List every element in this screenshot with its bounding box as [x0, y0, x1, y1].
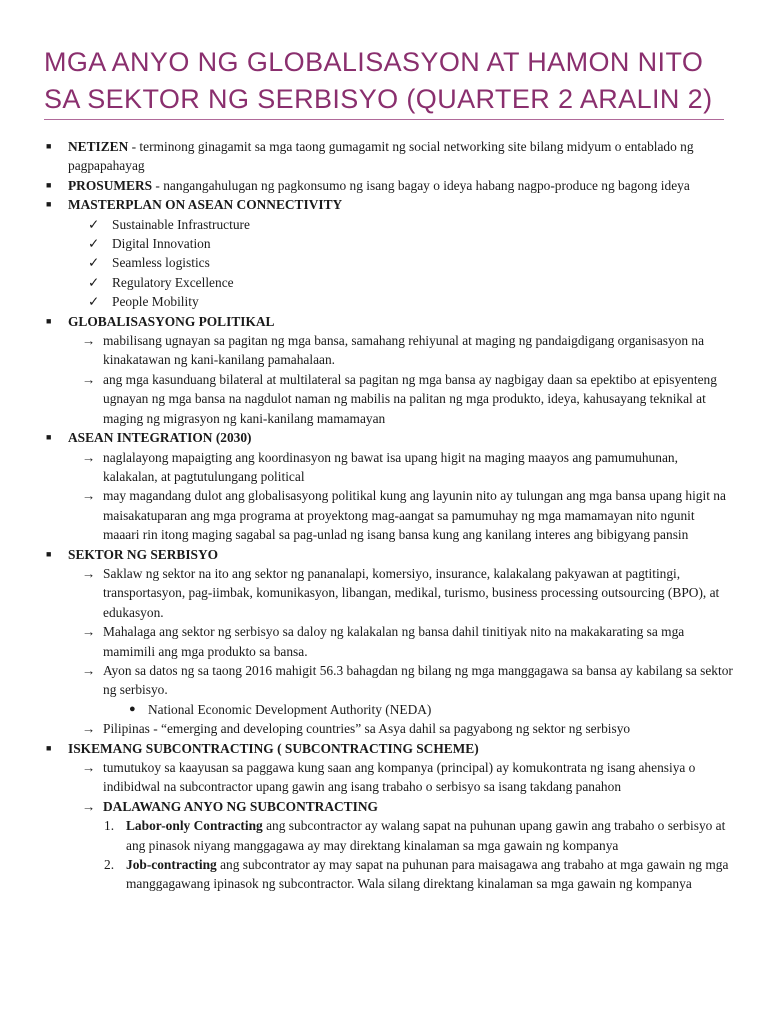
checkmark-icon: ✓ [88, 255, 100, 271]
term-label: NETIZEN [68, 139, 129, 154]
arrow-right-icon: → [82, 371, 96, 387]
list-item [0, 312, 768, 331]
sub-item-text: may magandang dulot ang globalisasyong politikal kung ang layunin nito ay tulungan ang mga bansa upang higit na maisakatuparan ang mga programa at proyektong mag-aangat sa pamumuhay ng mga mamamayan nito ngunit maaari rin itong maging sagabal sa pag-unlad ng isang bansa kung ang kanilang interes ang bibigyang pansin [103, 488, 726, 543]
square-bullet-icon: ■ [46, 199, 52, 210]
arrow-right-icon: → [82, 449, 96, 465]
arrow-right-icon: → [82, 565, 96, 581]
nested-item-text: National Economic Development Authority (NEDA) [148, 701, 432, 717]
checklist-item [0, 234, 768, 253]
term-definition: - nangangahulugan ng pagkonsumo ng isang bagay o ideya habang nagpo-produce ng bagong ideya [152, 177, 690, 193]
checklist-text: Digital Innovation [112, 236, 211, 252]
term-label: PROSUMERS [68, 177, 153, 193]
sub-item [0, 622, 768, 661]
checkmark-icon: ✓ [88, 216, 100, 232]
sub-item-text: naglalayong mapaigting ang koordinasyon ng bawat isa upang higit na maging maayos ang pamumuhunan, kalakalan, at pagtutulungang political [103, 449, 678, 484]
item-number: 2. [104, 857, 115, 873]
numbered-term: Job-contracting [126, 857, 217, 873]
square-bullet-icon: ■ [46, 548, 52, 559]
list-item [0, 176, 768, 195]
sub-item-text: Saklaw ng sektor na ito ang sektor ng pananalapi, komersiyo, insurance, kalakalang pakyawan at pagtitingi, transportasyon, pag-iimbak, komunikasyon, libangan, medikal, turismo, business processing outsourcing (BPO), at edukasyon. [103, 565, 720, 620]
square-bullet-icon: ■ [46, 742, 52, 753]
term-definition: - terminong ginagamit sa mga taong gumagamit ng social networking site bilang midyum o entablado ng pagpapahayag [68, 139, 694, 174]
sub-item-text: Ayon sa datos ng sa taong 2016 mahigit 56.3 bahagdan ng bilang ng mga manggagawa sa bansa ay kabilang sa sektor ng serbisyo. [103, 662, 733, 698]
square-bullet-icon: ■ [46, 315, 52, 326]
list-item [0, 137, 768, 176]
arrow-right-icon: → [82, 333, 96, 349]
checklist-text: People Mobility [112, 294, 199, 310]
sub-item [0, 719, 768, 738]
sub-heading: DALAWANG ANYO NG SUBCONTRACTING [103, 798, 378, 814]
checklist-text: Regulatory Excellence [112, 274, 234, 290]
sub-item [0, 370, 768, 428]
arrow-right-icon: → [82, 624, 96, 640]
section-heading: SEKTOR NG SERBISYO [68, 546, 219, 562]
sub-item [0, 331, 768, 370]
list-item [0, 195, 768, 214]
numbered-text: ang subcontractor ay walang sapat na puhunan upang gawin ang trabaho o serbisyo at ang pinasok niyang manggagawa ay may direktang kinalaman sa mga gawain ng kompanya [126, 818, 726, 853]
numbered-item [0, 855, 768, 894]
numbered-item [0, 816, 768, 855]
checklist-item [0, 215, 768, 234]
notes-content [0, 137, 768, 894]
checklist-text: Sustainable Infrastructure [112, 216, 250, 232]
square-bullet-icon: ■ [46, 432, 52, 443]
section-heading: MASTERPLAN ON ASEAN CONNECTIVITY [68, 197, 343, 213]
checkmark-icon: ✓ [88, 236, 100, 252]
numbered-text: ang subcontrator ay may sapat na puhunan para maisagawa ang trabaho at mga gawain ng mga manggagawang ipinasok ng subcontractor. Wala silang direktang kinalaman sa mga gawain ng kompanya [126, 857, 729, 892]
numbered-term: Labor-only Contracting [126, 818, 263, 834]
checklist-text: Seamless logistics [112, 255, 210, 271]
nested-item [0, 700, 768, 719]
list-item [0, 545, 768, 564]
sub-item [0, 797, 768, 816]
checkmark-icon: ✓ [88, 294, 100, 310]
round-bullet-icon: ● [129, 702, 136, 715]
sub-item-text: mabilisang ugnayan sa pagitan ng mga bansa, samahang rehiyunal at maging ng pandaigdigang organisasyon na kinakatawan ng kani-kanilang pamahalaan. [103, 333, 705, 368]
sub-item-text: tumutukoy sa kaayusan sa paggawa kung saan ang kompanya (principal) ay komukontrata ng isang ahensiya o indibidwal na subcontractor upang gawin ang isang trabaho o serbisyo sa isang takdang panahon [103, 760, 696, 795]
item-number: 1. [104, 818, 115, 834]
arrow-right-icon: → [82, 662, 96, 678]
section-heading: ISKEMANG SUBCONTRACTING ( SUBCONTRACTING SCHEME) [68, 740, 479, 756]
arrow-right-icon: → [82, 721, 96, 737]
page-title: MGA ANYO NG GLOBALISASYON AT HAMON NITO SA SEKTOR NG SERBISYO (QUARTER 2 ARALIN 2) [44, 47, 713, 114]
arrow-right-icon: → [82, 760, 96, 775]
section-heading: ASEAN INTEGRATION (2030) [68, 430, 252, 446]
sub-item-text: Mahalaga ang sektor ng serbisyo sa daloy ng kalakalan ng bansa dahil tinitiyak nito na makakarating sa mga mamimili ang mga produkto sa bansa. [103, 624, 685, 659]
checklist-item [0, 273, 768, 292]
checklist-item [0, 253, 768, 272]
sub-item [0, 661, 768, 700]
sub-item-text: ang mga kasunduang bilateral at multilateral sa pagitan ng mga bansa ay nagbigay daan sa epektibo at episyenteng ugnayan ng mga bansa na nagdulot naman ng mabilis na palitan ng mga produkto, ideya, kahusayang teknikal at maging ng migrasyon ng kani-kanilang mamamayan [103, 371, 717, 426]
sub-item [0, 758, 768, 797]
square-bullet-icon: ■ [46, 179, 52, 190]
list-item [0, 739, 768, 758]
sub-item [0, 564, 768, 622]
section-heading: GLOBALISASYONG POLITIKAL [68, 313, 275, 329]
arrow-right-icon: → [82, 798, 96, 814]
checkmark-icon: ✓ [88, 274, 100, 290]
sub-item [0, 486, 768, 544]
sub-item [0, 448, 768, 487]
arrow-right-icon: → [82, 488, 96, 504]
sub-item-text: Pilipinas - “emerging and developing countries” sa Asya dahil sa pagyabong ng sektor ng serbisyo [103, 721, 631, 737]
title-divider [44, 119, 724, 120]
checklist-item [0, 292, 768, 311]
list-item [0, 428, 768, 447]
square-bullet-icon: ■ [46, 141, 52, 151]
